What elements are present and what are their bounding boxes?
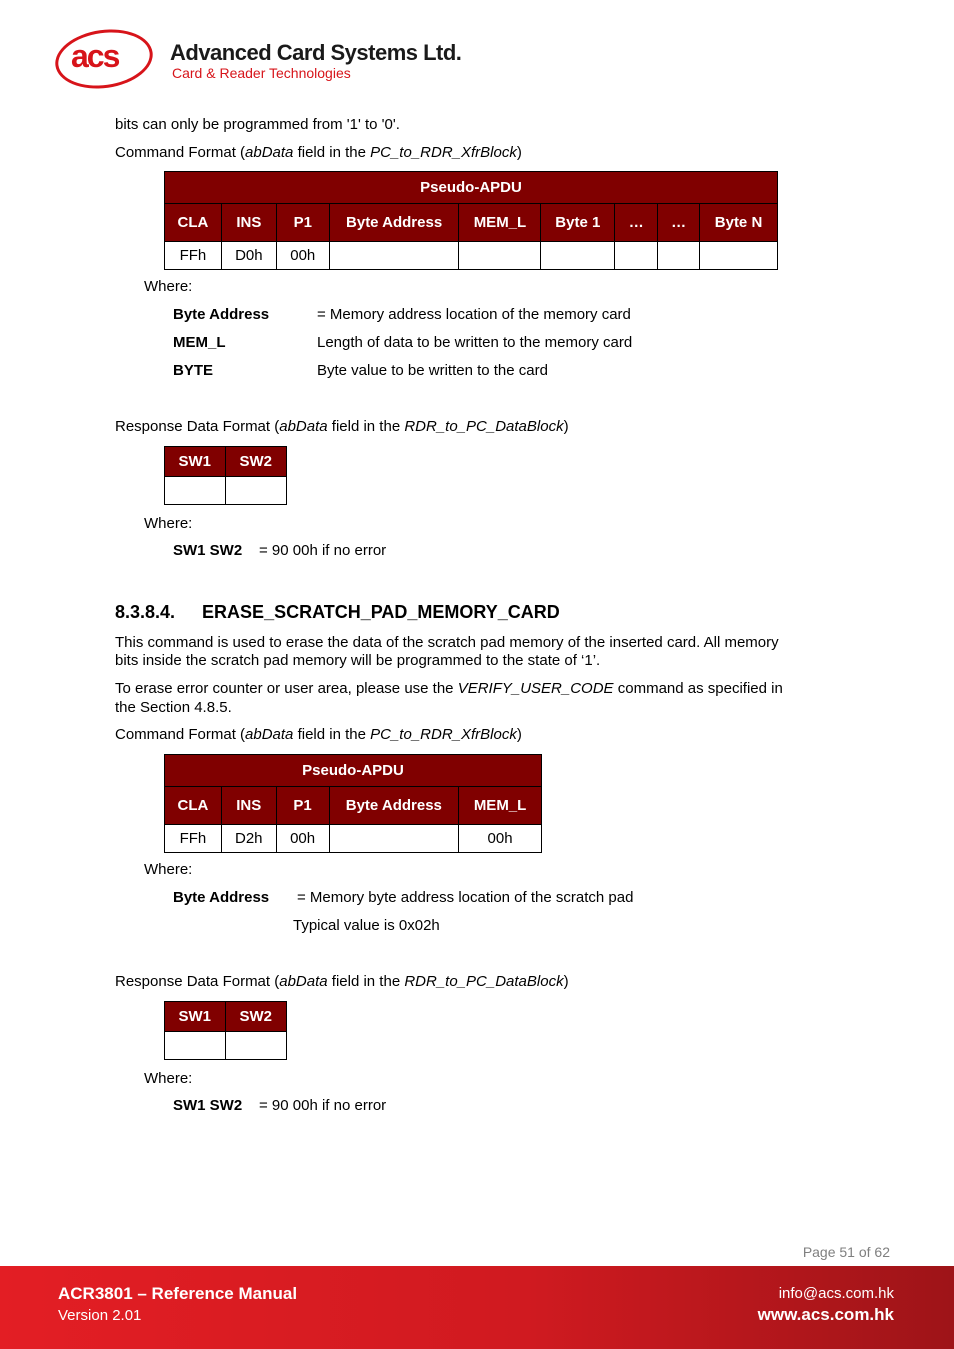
table-cell bbox=[165, 477, 226, 505]
intro-text: Response Data Format ( bbox=[115, 973, 280, 990]
intro-block: PC_to_RDR_XfrBlock bbox=[370, 726, 517, 743]
response-format-intro-1 bbox=[115, 418, 569, 436]
command-format-intro-1 bbox=[115, 144, 522, 162]
section-heading bbox=[115, 602, 560, 623]
intro-text: Command Format ( bbox=[115, 726, 246, 743]
intro-text: ) bbox=[516, 144, 522, 161]
page-footer bbox=[0, 1266, 954, 1349]
table-cell: FFh bbox=[165, 242, 222, 270]
table-cell: FFh bbox=[165, 825, 222, 853]
table-cell: D0h bbox=[221, 242, 276, 270]
table-cell: D2h bbox=[221, 825, 276, 853]
table-cell: 00h bbox=[459, 825, 542, 853]
definition-desc: Length of data to be written to the memory card bbox=[317, 334, 633, 351]
section-paragraph-2-line2: the Section 4.8.5. bbox=[115, 699, 232, 716]
intro-field: abData bbox=[279, 973, 328, 990]
definition-desc: = Memory byte address location of the scratch pad bbox=[297, 889, 634, 906]
table-cell bbox=[459, 242, 541, 270]
column-header: INS bbox=[221, 787, 276, 825]
table-title: Pseudo-APDU bbox=[165, 755, 542, 787]
table-cell bbox=[165, 1032, 226, 1060]
table-cell bbox=[541, 242, 615, 270]
table-row bbox=[165, 242, 778, 270]
para-text: To erase error counter or user area, please use the bbox=[115, 680, 458, 697]
intro-text: field in the bbox=[293, 726, 371, 743]
intro-text: Response Data Format ( bbox=[115, 418, 280, 435]
column-header: … bbox=[658, 204, 700, 242]
footer-version: Version 2.01 bbox=[58, 1307, 142, 1324]
response-table-2 bbox=[164, 1001, 287, 1060]
pseudo-apdu-table-2 bbox=[164, 754, 542, 853]
definition-desc: Byte value to be written to the card bbox=[317, 362, 548, 379]
page-number: Page 51 of 62 bbox=[802, 1244, 890, 1260]
intro-text: field in the bbox=[327, 418, 405, 435]
where-label: Where: bbox=[144, 515, 193, 532]
where-label: Where: bbox=[144, 278, 193, 295]
definition-term: MEM_L bbox=[173, 334, 226, 351]
definition-desc: = 90 00h if no error bbox=[259, 542, 387, 559]
definition-desc: = 90 00h if no error bbox=[259, 1097, 387, 1114]
intro-text: field in the bbox=[293, 144, 371, 161]
definition-desc-2: Typical value is 0x02h bbox=[293, 917, 440, 934]
response-format-intro-2 bbox=[115, 973, 569, 991]
command-format-intro-2 bbox=[115, 726, 522, 744]
column-header: SW1 bbox=[165, 447, 226, 477]
intro-text: Command Format ( bbox=[115, 144, 246, 161]
column-header: Byte Address bbox=[329, 204, 459, 242]
intro-block: RDR_to_PC_DataBlock bbox=[404, 973, 564, 990]
column-header: Byte N bbox=[700, 204, 778, 242]
column-header: P1 bbox=[276, 787, 329, 825]
intro-block: PC_to_RDR_XfrBlock bbox=[370, 144, 517, 161]
table-row bbox=[165, 477, 287, 505]
section-paragraph-1: This command is used to erase the data of the scratch pad memory of the inserted card. All memory bbox=[115, 634, 779, 651]
column-header: Byte 1 bbox=[541, 204, 615, 242]
column-header: Byte Address bbox=[329, 787, 459, 825]
column-header: CLA bbox=[165, 787, 222, 825]
table-cell bbox=[225, 477, 287, 505]
column-header: P1 bbox=[276, 204, 329, 242]
intro-text: field in the bbox=[327, 973, 405, 990]
table-row bbox=[165, 1032, 287, 1060]
table-title: Pseudo-APDU bbox=[165, 172, 778, 204]
table-cell bbox=[700, 242, 778, 270]
table-row bbox=[165, 825, 542, 853]
column-header: SW2 bbox=[225, 1002, 287, 1032]
column-header: INS bbox=[221, 204, 276, 242]
definition-term: Byte Address bbox=[173, 306, 270, 323]
column-header: MEM_L bbox=[459, 787, 542, 825]
column-header: SW1 bbox=[165, 1002, 226, 1032]
table-cell: 00h bbox=[276, 242, 329, 270]
table-cell: 00h bbox=[276, 825, 329, 853]
footer-title: ACR3801 – Reference Manual bbox=[58, 1284, 298, 1303]
definition-desc: = Memory address location of the memory card bbox=[317, 306, 631, 323]
table-cell bbox=[329, 825, 459, 853]
definition-term: BYTE bbox=[173, 362, 214, 379]
table-cell bbox=[658, 242, 700, 270]
column-header: CLA bbox=[165, 204, 222, 242]
footer-website[interactable]: www.acs.com.hk bbox=[757, 1305, 894, 1324]
table-cell bbox=[329, 242, 459, 270]
intro-text: ) bbox=[563, 418, 569, 435]
where-label: Where: bbox=[144, 861, 193, 878]
intro-field: abData bbox=[245, 726, 294, 743]
definition-term: Byte Address bbox=[173, 889, 270, 906]
where-label: Where: bbox=[144, 1070, 193, 1087]
intro-field: abData bbox=[279, 418, 328, 435]
section-paragraph-2 bbox=[115, 680, 783, 698]
section-number: 8.3.8.4. bbox=[115, 602, 176, 622]
pseudo-apdu-table-1 bbox=[164, 171, 778, 270]
footer-email[interactable]: info@acs.com.hk bbox=[778, 1285, 894, 1302]
definition-term: SW1 SW2 bbox=[173, 1097, 243, 1114]
column-header: … bbox=[615, 204, 658, 242]
logo-text: acs bbox=[71, 38, 119, 74]
definition-term: SW1 SW2 bbox=[173, 542, 243, 559]
intro-text: ) bbox=[516, 726, 522, 743]
intro-block: RDR_to_PC_DataBlock bbox=[404, 418, 564, 435]
intro-field: abData bbox=[245, 144, 294, 161]
column-header: MEM_L bbox=[459, 204, 541, 242]
response-table-1 bbox=[164, 446, 287, 505]
section-paragraph-1-line2: bits inside the scratch pad memory will be programmed to the state of ‘1’. bbox=[115, 652, 601, 669]
table-cell bbox=[225, 1032, 287, 1060]
intro-text: ) bbox=[563, 973, 569, 990]
company-name: Advanced Card Systems Ltd. bbox=[170, 40, 462, 65]
column-header: SW2 bbox=[225, 447, 287, 477]
para-command: VERIFY_USER_CODE bbox=[457, 680, 614, 697]
para-text: command as specified in bbox=[613, 680, 783, 697]
top-paragraph: bits can only be programmed from '1' to '0'. bbox=[115, 116, 400, 133]
table-cell bbox=[615, 242, 658, 270]
company-tagline: Card & Reader Technologies bbox=[172, 65, 351, 81]
section-title: ERASE_SCRATCH_PAD_MEMORY_CARD bbox=[202, 602, 560, 622]
